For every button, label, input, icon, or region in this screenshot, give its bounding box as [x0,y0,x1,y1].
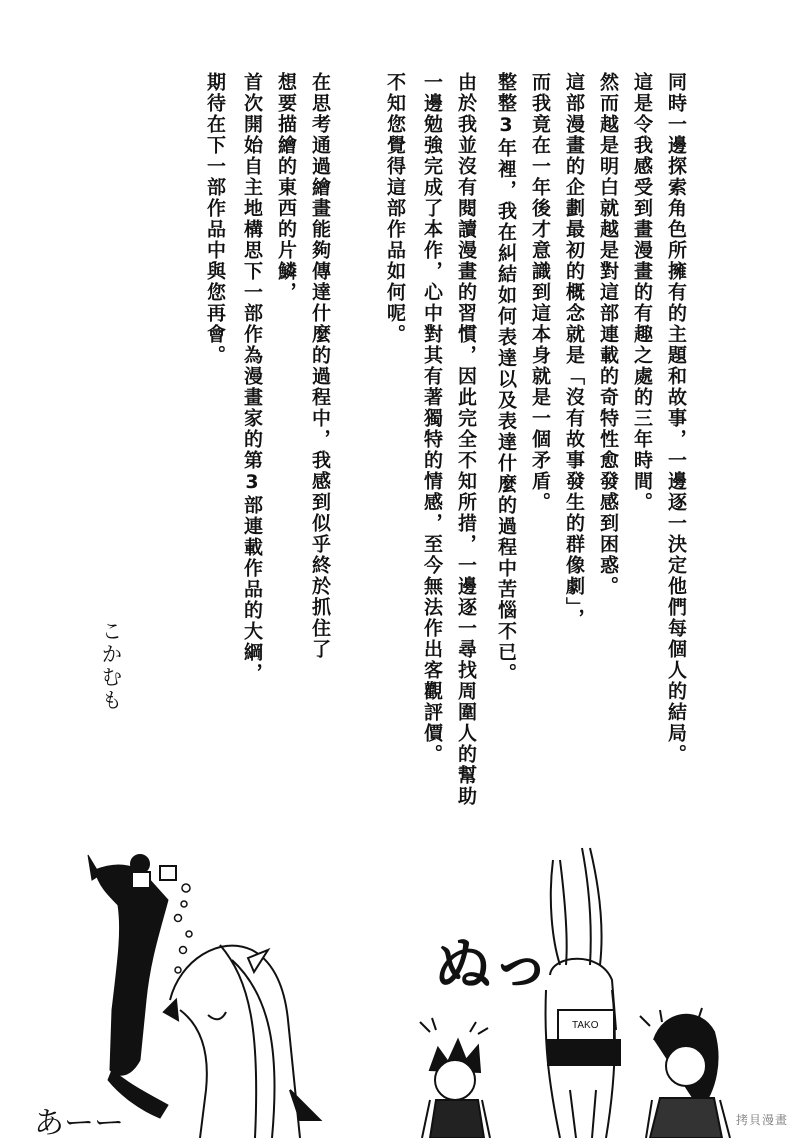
afterword-line-13: 期待在下一部作品中與您再會。 [204,72,226,366]
sfx-nu: ぬっ [434,931,551,999]
spiky-haired-boy [420,1018,490,1138]
long-eared-girl [546,848,620,1138]
afterword-line-12: 首次開始自主地構思下一部作為漫畫家的第3部連載作品的大綱， [241,72,263,684]
sfx-aa: あーー [34,1106,124,1141]
small-person-held [131,855,176,888]
afterword-line-2: 這是令我感受到畫漫畫的有趣之處的三年時間。 [631,72,653,513]
afterword-line-7: 由於我並沒有閱讀漫畫的習慣，因此完全不知所措，一邊逐一尋找周圍人的幫助 [455,72,477,807]
afterword-line-8: 一邊勉強完成了本作，心中對其有著獨特的情感，至今無法作出客觀評價。 [421,72,443,765]
watermark-text: 拷貝漫畫 [735,1113,788,1127]
afterword-line-4: 這部漫畫的企劃最初的概念就是「沒有故事發生的群像劇」， [563,72,585,630]
afterword-line-11: 想要描繪的東西的片鱗， [275,72,297,303]
afterword-line-9: 不知您覺得這部作品如何呢。 [384,72,406,345]
dark-haired-girl [640,1008,730,1138]
afterword-line-3: 然而越是明白就越是對這部連載的奇特性愈發感到困惑。 [597,72,619,597]
shadow-figure [88,855,168,1118]
afterword-line-10: 在思考通過繪畫能夠傳達什麼的過程中，我感到似乎終於抓住了 [309,72,331,660]
falling-coins [175,884,193,973]
afterword-line-1: 同時一邊探索角色所擁有的主題和故事，一邊逐一決定他們每個人的結局。 [665,72,687,765]
pale-haired-girl [164,945,320,1138]
afterword-line-5: 而我竟在一年後才意識到這本身就是一個矛盾。 [529,72,551,513]
shirt-text: TAKO [572,1020,599,1031]
author-signature: こかむも [99,620,123,712]
afterword-line-6: 整整3年裡，我在糾結如何表達以及表達什麼的過程中苦惱不已。 [495,72,517,684]
